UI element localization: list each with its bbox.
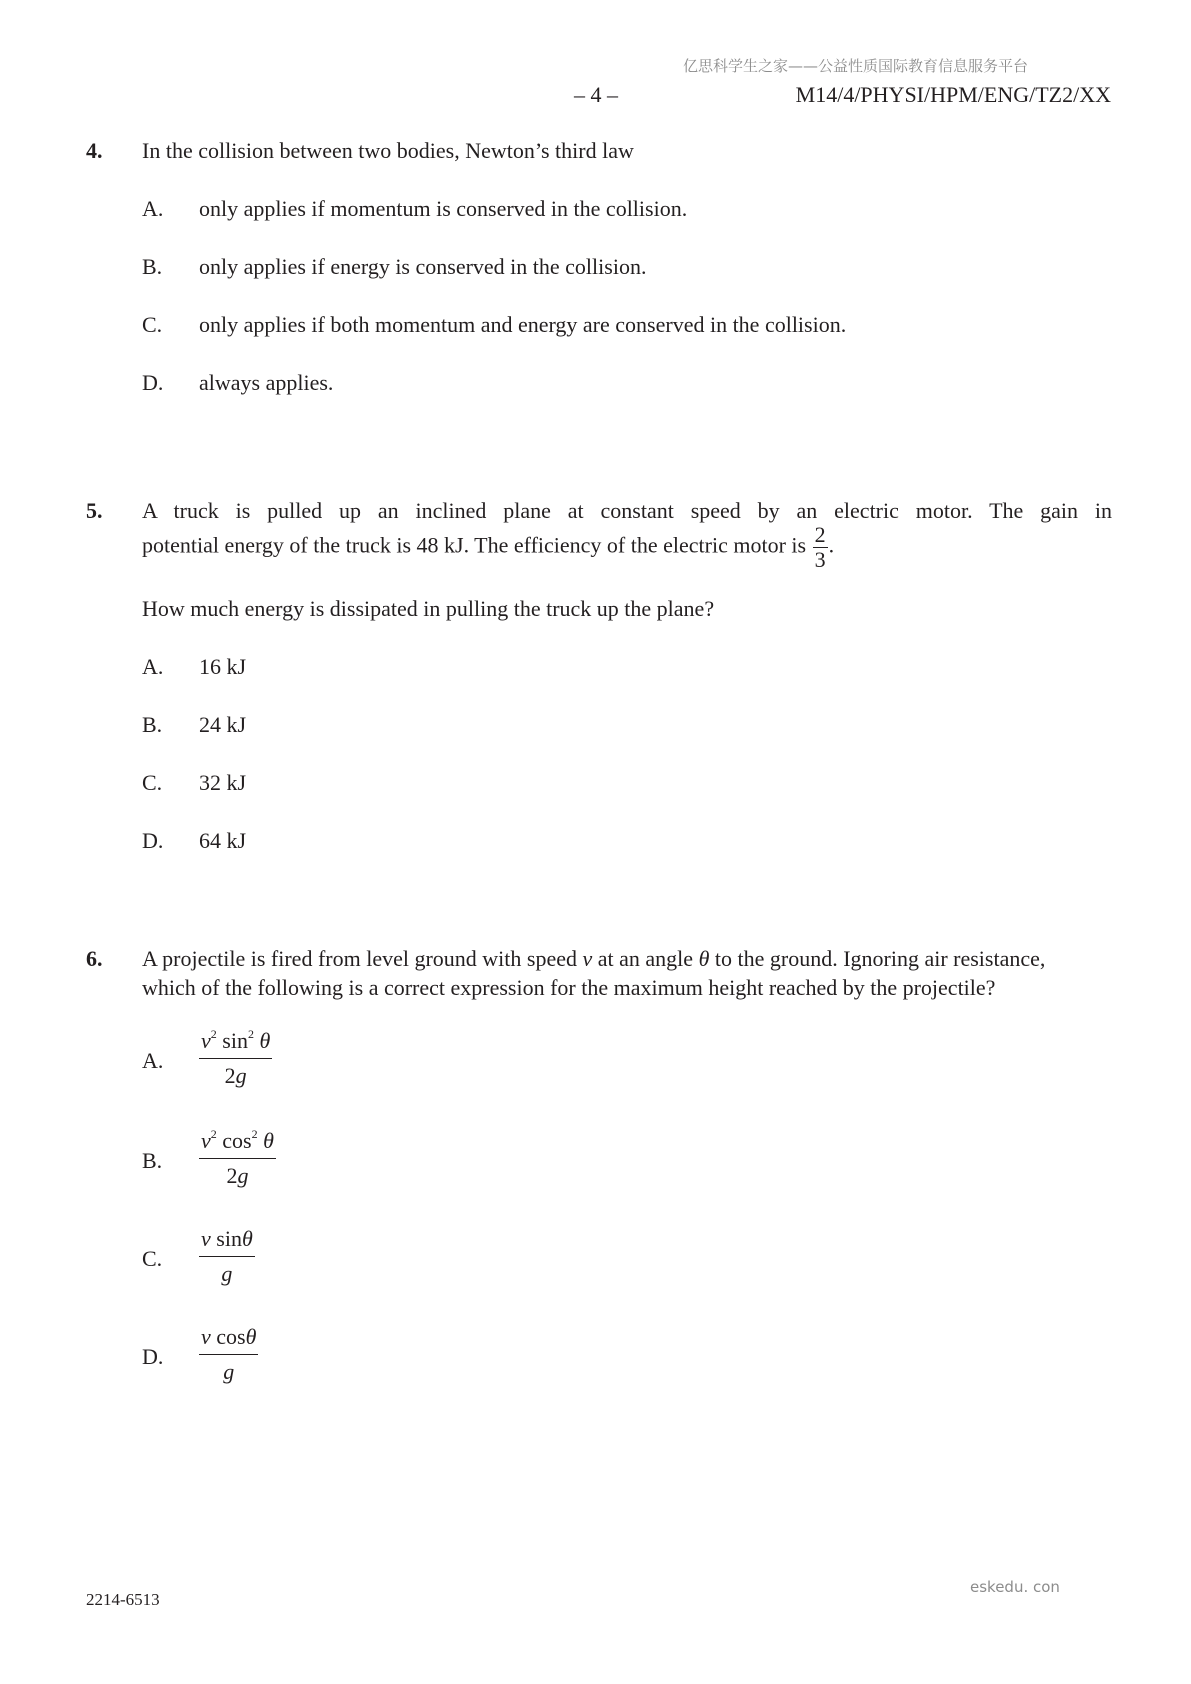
page-number: – 4 – — [574, 82, 618, 107]
q4-option-c-text: only applies if both momentum and energy are conserved in the collision. — [199, 312, 847, 337]
question-5-prompt: How much energy is dissipated in pulling the truck up the plane? — [142, 596, 715, 621]
q6-option-a-letter: A. — [142, 1048, 164, 1073]
header-watermark: 亿思科学生之家——公益性质国际教育信息服务平台 — [683, 57, 1029, 75]
question-4-number: 4. — [86, 138, 103, 163]
q5-option-c-text: 32 kJ — [199, 770, 247, 795]
q6-option-c-letter: C. — [142, 1246, 163, 1271]
q5-option-c-letter: C. — [142, 770, 163, 795]
paper-code: M14/4/PHYSI/HPM/ENG/TZ2/XX — [795, 82, 1111, 107]
footer-watermark: eskedu. con — [970, 1578, 1060, 1596]
q6-option-b-expression: $\frac{v^2 \cos^2 \theta}{2g}$ — [201, 1127, 274, 1188]
q6-option-a-expression: $\frac{v^2 \sin^2 \theta}{2g}$ — [201, 1027, 271, 1088]
efficiency-denominator: 3 — [814, 547, 826, 572]
question-6-number: 6. — [86, 946, 103, 971]
q5-option-b-text: 24 kJ — [199, 712, 247, 737]
q6-option-c-expression: $\frac{\text{v sinθ}}{g}$ — [201, 1226, 253, 1286]
question-6-line2: which of the following is a correct expression for the maximum height reached by the projectile? — [142, 975, 996, 1000]
q4-option-a-text: only applies if momentum is conserved in the collision. — [199, 196, 688, 221]
q5-line2-end: . — [828, 532, 835, 558]
q4-option-c-letter: C. — [142, 312, 163, 337]
efficiency-fraction — [813, 523, 828, 572]
q5-option-d-letter: D. — [142, 828, 164, 853]
question-6-line1 — [142, 944, 1045, 973]
q4-option-d-letter: D. — [142, 370, 164, 395]
q5-line2-text: potential energy of the truck is 48 kJ. The efficiency of the electric motor is — [142, 532, 807, 558]
q6-option-d-letter: D. — [142, 1344, 164, 1369]
question-4-stem: In the collision between two bodies, Newton’s third law — [142, 138, 634, 163]
q6-var-theta: θ — [698, 946, 710, 971]
q4-option-b-text: only applies if energy is conserved in the collision. — [199, 254, 647, 279]
q5-option-a-letter: A. — [142, 654, 164, 679]
q6-option-d-expression: $\frac{\text{v cosθ}}{g}$ — [201, 1324, 257, 1384]
efficiency-numerator: 2 — [814, 522, 826, 547]
q4-option-a-letter: A. — [142, 196, 164, 221]
question-5-number: 5. — [86, 498, 103, 523]
footer-code: 2214-6513 — [86, 1590, 160, 1609]
question-5-line2 — [142, 523, 834, 572]
q6-option-b-letter: B. — [142, 1148, 163, 1173]
q6-line1-b: at an angle — [597, 946, 694, 971]
question-5-line1: A truck is pulled up an inclined plane at constant speed by an electric motor. The gain in — [142, 498, 1112, 523]
q5-option-d-text: 64 kJ — [199, 828, 247, 853]
q6-var-v: v — [582, 946, 593, 971]
q4-option-b-letter: B. — [142, 254, 163, 279]
q6-line1-c: to the ground. Ignoring air resistance, — [714, 946, 1046, 971]
q4-option-d-text: always applies. — [199, 370, 334, 395]
q5-option-b-letter: B. — [142, 712, 163, 737]
q6-line1-a: A projectile is fired from level ground with speed — [142, 946, 577, 971]
q5-option-a-text: 16 kJ — [199, 654, 247, 679]
